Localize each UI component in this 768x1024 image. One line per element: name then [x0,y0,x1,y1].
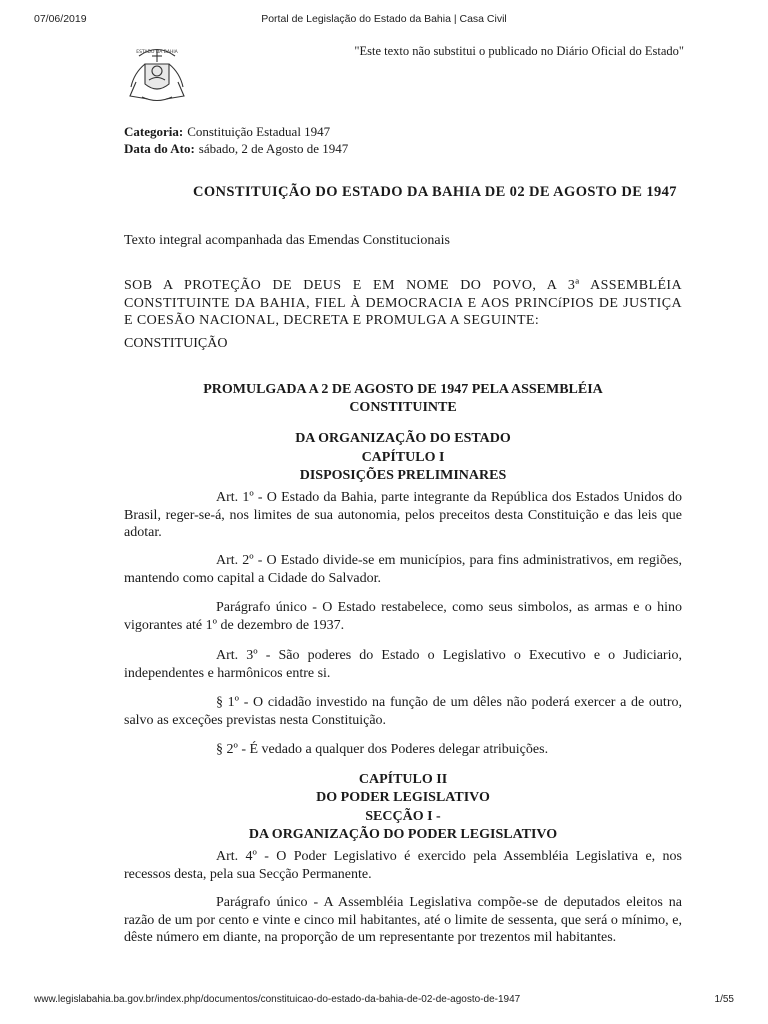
article-4-paragraph: Parágrafo único - A Assembléia Legislativa compõe-se de deputados eleitos na razão de um por cento e vinte e cinco mil habitantes, até o limite de sessenta, que será o mínimo, e, dêste número em diante, na proporção de um representante por trezentos mil habitantes. [124,895,682,945]
print-page-title: Portal de Legislação do Estado da Bahia | Casa Civil [261,13,507,25]
article-3: Art. 3º - São poderes do Estado o Legislativo o Executivo e o Judiciario, independentes e harmônicos entre si. [124,648,682,681]
heading-disposicoes: DISPOSIÇÕES PRELIMINARES [299,468,507,483]
heading-secao-1: SECÇÃO I - [365,809,441,824]
act-date-label: Data do Ato: [124,141,195,156]
category-row [124,124,330,140]
article-2-paragraph: Parágrafo único - O Estado restabelece, como seus simbolos, as armas e o hino vigorantes até 1º de dezembro de 1937. [124,600,682,633]
bahia-coat-of-arms-icon [122,40,192,106]
heading-chapter-2: CAPÍTULO II [358,772,448,787]
category-label: Categoria: [124,124,184,139]
promulgation-heading: PROMULGADA A 2 DE AGOSTO DE 1947 PELA ASSEMBLÉIA CONSTITUINTE [203,382,603,415]
article-3-paragraph-2: § 2º - É vedado a qualquer dos Poderes delegar atribuições. [216,742,549,757]
disclaimer: "Este texto não substitui o publicado no Diário Oficial do Estado" [354,44,684,58]
document-title: CONSTITUIÇÃO DO ESTADO DA BAHIA DE 02 DE AGOSTO DE 1947 [193,184,677,200]
print-date: 07/06/2019 [34,13,87,25]
preamble: SOB A PROTEÇÃO DE DEUS E EM NOME DO POVO, A 3ª ASSEMBLÉIA CONSTITUINTE DA BAHIA, FIEL À DEMOCRACIA E AOS PRINCíPIOS DE JUSTIÇA E COESÃO NACIONAL, DECRETA E PROMULGA A SEGUINTE: [124,278,682,328]
heading-chapter-1: CAPÍTULO I [361,450,445,465]
constituicao-label: CONSTITUIÇÃO [124,336,228,351]
article-2: Art. 2º - O Estado divide-se em municípios, para fins administrativos, em regiões, mantendo como capital a Cidade do Salvador. [124,553,682,586]
heading-org-estado: DA ORGANIZAÇÃO DO ESTADO [295,431,511,446]
document-subtitle: Texto integral acompanhada das Emendas Constitucionais [124,233,450,248]
category-value: Constituição Estadual 1947 [187,124,331,139]
heading-org-poder-legislativo: DA ORGANIZAÇÃO DO PODER LEGISLATIVO [248,827,558,842]
act-date-value: sábado, 2 de Agosto de 1947 [198,141,349,156]
source-url: www.legislabahia.ba.gov.br/index.php/documentos/constituicao-do-estado-da-bahia-de-02-de-agosto-de-1947 [34,994,521,1005]
article-4: Art. 4º - O Poder Legislativo é exercido pela Assembléia Legislativa e, nos recessos desta, pela sua Secção Permanente. [124,849,682,882]
heading-poder-legislativo: DO PODER LEGISLATIVO [316,790,490,805]
article-1: Art. 1º - O Estado da Bahia, parte integrante da República dos Estados Unidos do Brasil, reger-se-á, nos limites de sua autonomia, pelos preceitos desta Constituição e das leis que adotar. [124,490,682,540]
page-number: 1/55 [714,994,734,1005]
act-date-row [124,141,348,157]
seal-text: ESTADO DA BAHIA [136,50,178,55]
article-3-paragraph-1: § 1º - O cidadão investido na função de um dêles não poderá exercer a de outro, salvo as exceções previstas nesta Constituição. [124,695,682,728]
